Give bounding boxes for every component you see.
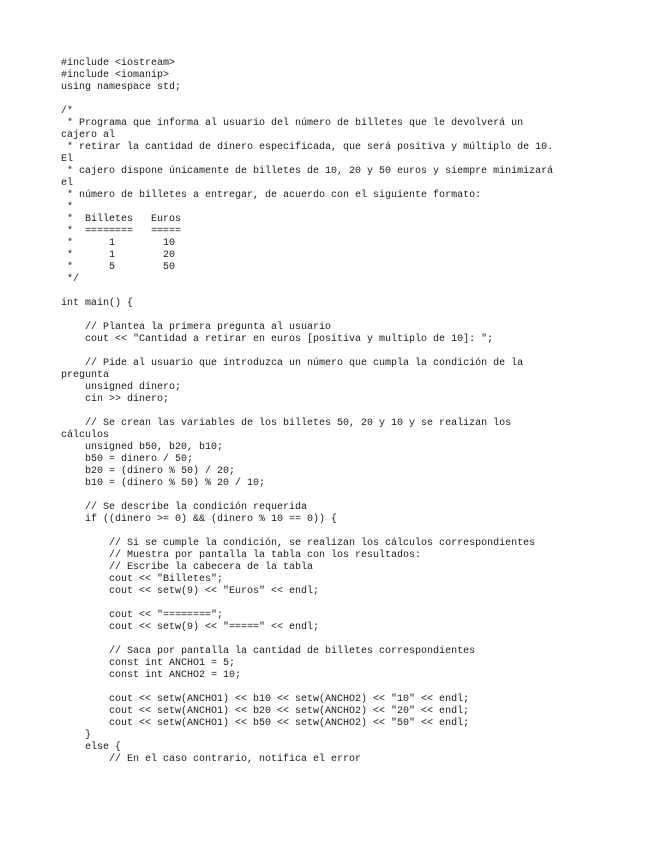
code-line: unsigned b50, b20, b10; xyxy=(61,442,224,453)
code-line: cout << setw(9) << "=====" << endl; xyxy=(61,622,320,633)
code-line: b50 = dinero / 50; xyxy=(61,454,194,465)
code-line: // Saca por pantalla la cantidad de billetes correspondientes xyxy=(61,646,476,657)
code-line: cin >> dinero; xyxy=(61,394,170,405)
code-line: cálculos xyxy=(61,430,110,441)
code-line: cout << setw(ANCHO1) << b20 << setw(ANCHO2) << "20" << endl; xyxy=(61,706,470,717)
code-line: b10 = (dinero % 50) % 20 / 10; xyxy=(61,478,266,489)
code-line: cajero al xyxy=(61,130,116,141)
code-line: * 1 10 xyxy=(61,238,176,249)
code-line xyxy=(61,490,641,502)
code-line: // Escribe la cabecera de la tabla xyxy=(61,562,314,573)
code-line: /* xyxy=(61,106,74,117)
code-line: // Se describe la condición requerida xyxy=(61,502,308,513)
code-line: El xyxy=(61,154,74,165)
code-line xyxy=(61,526,641,538)
code-line: else { xyxy=(61,742,122,753)
code-line: cout << setw(9) << "Euros" << endl; xyxy=(61,586,320,597)
code-line: * 1 20 xyxy=(61,250,176,261)
code-line: #include <iostream> xyxy=(61,58,176,69)
code-line: // Pide al usuario que introduzca un número que cumpla la condición de la xyxy=(61,358,524,369)
code-line: pregunta xyxy=(61,370,110,381)
code-line: cout << "Billetes"; xyxy=(61,574,224,585)
code-line: const int ANCHO2 = 10; xyxy=(61,670,242,681)
code-line: // Se crean las variables de los billetes 50, 20 y 10 y se realizan los xyxy=(61,418,512,429)
code-line: * retirar la cantidad de dinero especificada, que será positiva y múltiplo de 10. xyxy=(61,142,554,153)
code-line xyxy=(61,286,641,298)
code-line: } xyxy=(61,730,92,741)
code-line xyxy=(61,634,641,646)
code-line xyxy=(61,310,641,322)
code-line: */ xyxy=(61,274,80,285)
code-line: * Programa que informa al usuario del número de billetes que le devolverá un xyxy=(61,118,524,129)
code-line: el xyxy=(61,178,74,189)
code-line: * cajero dispone únicamente de billetes de 10, 20 y 50 euros y siempre minimizará xyxy=(61,166,554,177)
code-line xyxy=(61,406,641,418)
code-line: using namespace std; xyxy=(61,82,182,93)
code-line xyxy=(61,346,641,358)
code-line: // Muestra por pantalla la tabla con los resultados: xyxy=(61,550,422,561)
code-line: * xyxy=(61,202,74,213)
code-line: * 5 50 xyxy=(61,262,176,273)
code-line: // En el caso contrario, notifica el error xyxy=(61,754,362,765)
code-line: unsigned dinero; xyxy=(61,382,182,393)
code-listing xyxy=(61,58,641,766)
code-line: // Si se cumple la condición, se realizan los cálculos correspondientes xyxy=(61,538,536,549)
code-line: const int ANCHO1 = 5; xyxy=(61,658,236,669)
code-line: b20 = (dinero % 50) / 20; xyxy=(61,466,236,477)
code-line: cout << "Cantidad a retirar en euros [positiva y multiplo de 10]: "; xyxy=(61,334,494,345)
code-line: cout << setw(ANCHO1) << b10 << setw(ANCHO2) << "10" << endl; xyxy=(61,694,470,705)
code-line xyxy=(61,94,641,106)
code-line: if ((dinero >= 0) && (dinero % 10 == 0)) { xyxy=(61,514,338,525)
code-line: // Plantea la primera pregunta al usuario xyxy=(61,322,332,333)
code-line: cout << "========"; xyxy=(61,610,224,621)
code-line: * ======== ===== xyxy=(61,226,182,237)
code-line: cout << setw(ANCHO1) << b50 << setw(ANCHO2) << "50" << endl; xyxy=(61,718,470,729)
code-line xyxy=(61,682,641,694)
code-line: int main() { xyxy=(61,298,134,309)
code-line xyxy=(61,598,641,610)
code-line: #include <iomanip> xyxy=(61,70,170,81)
code-line: * número de billetes a entregar, de acuerdo con el siguiente formato: xyxy=(61,190,482,201)
code-line: * Billetes Euros xyxy=(61,214,182,225)
